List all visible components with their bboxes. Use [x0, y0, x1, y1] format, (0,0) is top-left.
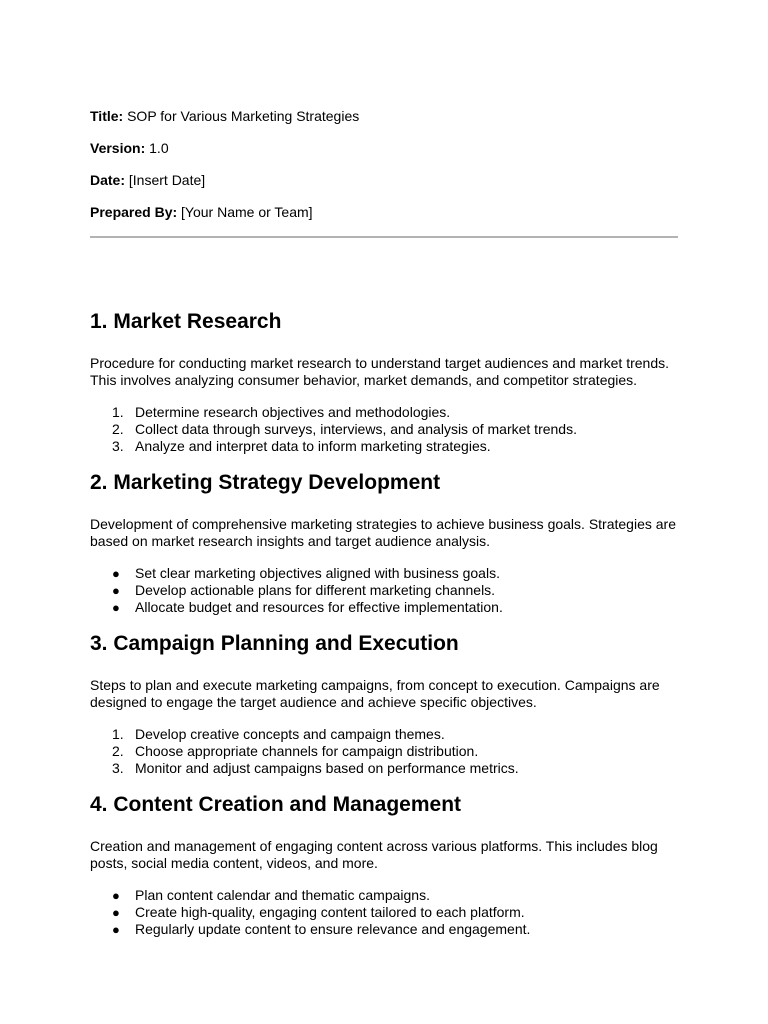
list-item	[90, 404, 678, 421]
list-item	[90, 565, 678, 582]
paragraph-line: Steps to plan and execute marketing campaigns, from concept to execution. Campaigns are	[90, 677, 660, 693]
list-marker: 3.	[112, 760, 124, 776]
list-marker: 2.	[112, 421, 124, 437]
list-marker: 1.	[112, 404, 124, 420]
paragraph-line: Creation and management of engaging content across various platforms. This includes blog	[90, 838, 658, 854]
doc-date-line	[90, 172, 205, 189]
list-item	[90, 421, 678, 438]
numbered-list	[90, 726, 678, 777]
bullet-icon: ●	[112, 600, 120, 615]
list-item	[90, 582, 678, 599]
list-item-text: Create high-quality, engaging content tailored to each platform.	[135, 904, 525, 920]
list-item	[90, 921, 678, 938]
list-item	[90, 599, 678, 616]
section-paragraph	[90, 516, 678, 550]
list-item	[90, 760, 678, 777]
list-item	[90, 743, 678, 760]
list-item-text: Analyze and interpret data to inform marketing strategies.	[135, 438, 491, 454]
list-item-text: Monitor and adjust campaigns based on performance metrics.	[135, 760, 519, 776]
bullet-icon: ●	[112, 888, 120, 903]
section-market-research	[90, 309, 678, 455]
title-value: SOP for Various Marketing Strategies	[127, 108, 360, 124]
list-marker: 1.	[112, 726, 124, 742]
section-paragraph	[90, 838, 678, 872]
version-label: Version:	[90, 140, 146, 156]
section-heading: 3. Campaign Planning and Execution	[90, 632, 459, 655]
list-item-text: Develop creative concepts and campaign themes.	[135, 726, 445, 742]
paragraph-line: Development of comprehensive marketing strategies to achieve business goals. Strategies are	[90, 516, 676, 532]
list-marker: 2.	[112, 743, 124, 759]
prepared-value: [Your Name or Team]	[181, 204, 313, 220]
list-marker: 3.	[112, 438, 124, 454]
section-strategy-development	[90, 470, 678, 616]
bullet-icon: ●	[112, 583, 120, 598]
doc-title-line	[90, 108, 359, 125]
list-item	[90, 904, 678, 921]
list-item-text: Choose appropriate channels for campaign distribution.	[135, 743, 479, 759]
section-content-creation	[90, 792, 678, 938]
paragraph-line: designed to engage the target audience and achieve specific objectives.	[90, 694, 537, 710]
list-item	[90, 887, 678, 904]
section-heading: 1. Market Research	[90, 310, 282, 333]
prepared-label: Prepared By:	[90, 204, 178, 220]
section-heading: 2. Marketing Strategy Development	[90, 471, 441, 494]
paragraph-line: This involves analyzing consumer behavior, market demands, and competitor strategies.	[90, 372, 638, 388]
list-item	[90, 438, 678, 455]
section-campaign-planning	[90, 631, 678, 777]
paragraph-line: based on market research insights and target audience analysis.	[90, 533, 491, 549]
title-label: Title:	[90, 108, 124, 124]
list-item-text: Set clear marketing objectives aligned with business goals.	[135, 565, 500, 581]
list-item-text: Allocate budget and resources for effective implementation.	[135, 599, 503, 615]
paragraph-line: posts, social media content, videos, and more.	[90, 855, 378, 871]
date-value: [Insert Date]	[128, 172, 206, 188]
section-paragraph	[90, 355, 678, 389]
list-item-text: Plan content calendar and thematic campaigns.	[135, 887, 430, 903]
paragraph-line: Procedure for conducting market research to understand target audiences and market trends.	[90, 355, 669, 371]
bulleted-list	[90, 887, 678, 938]
list-item-text: Develop actionable plans for different marketing channels.	[135, 582, 496, 598]
doc-prepared-line	[90, 204, 313, 221]
section-paragraph	[90, 677, 678, 711]
list-item-text: Collect data through surveys, interviews, and analysis of market trends.	[135, 421, 577, 437]
date-label: Date:	[90, 172, 126, 188]
section-heading: 4. Content Creation and Management	[90, 793, 462, 816]
header-divider	[90, 236, 678, 238]
bullet-icon: ●	[112, 922, 120, 937]
list-item-text: Determine research objectives and methodologies.	[135, 404, 451, 420]
list-item	[90, 726, 678, 743]
version-value: 1.0	[149, 140, 169, 156]
bullet-icon: ●	[112, 566, 120, 581]
numbered-list	[90, 404, 678, 455]
bulleted-list	[90, 565, 678, 616]
bullet-icon: ●	[112, 905, 120, 920]
list-item-text: Regularly update content to ensure relevance and engagement.	[135, 921, 531, 937]
doc-version-line	[90, 140, 169, 157]
